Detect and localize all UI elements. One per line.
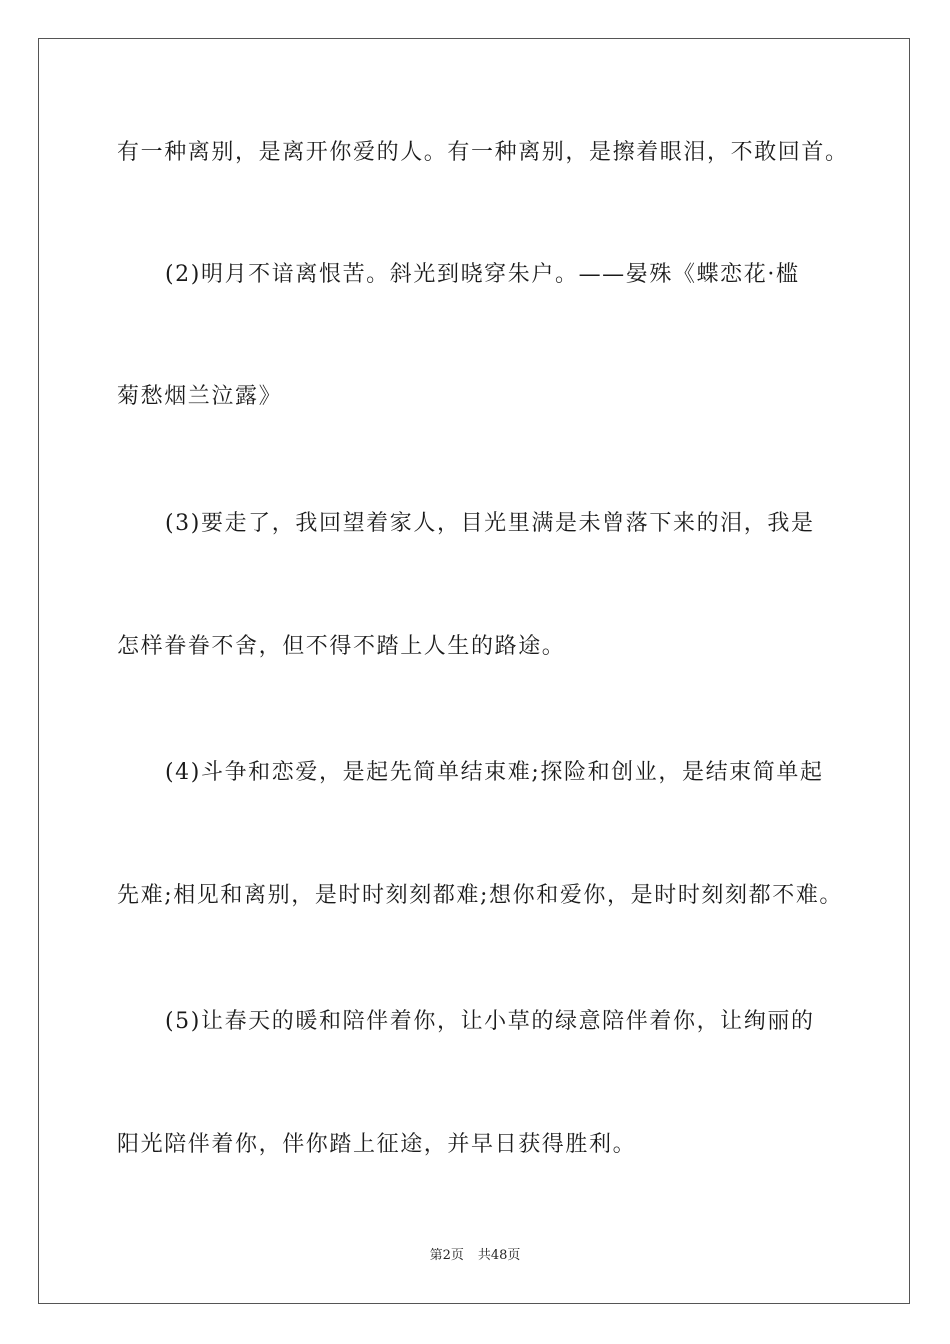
paragraph-line: (3)要走了，我回望着家人，目光里满是未曾落下来的泪，我是 [165, 511, 815, 536]
page-footer [0, 1247, 950, 1265]
paragraph-line: 怎样眷眷不舍，但不得不踏上人生的路途。 [117, 634, 566, 659]
paragraph-line: 菊愁烟兰泣露》 [117, 384, 283, 409]
paragraph-line: 有一种离别，是离开你爱的人。有一种离别，是擦着眼泪，不敢回首。 [117, 140, 849, 165]
paragraph-line: 阳光陪伴着你，伴你踏上征途，并早日获得胜利。 [117, 1132, 637, 1157]
page-number: 第2页 [429, 1248, 464, 1263]
paragraph-line: (4)斗争和恋爱，是起先简单结束难;探险和创业，是结束简单起 [165, 760, 824, 785]
page-border [38, 38, 910, 1304]
paragraph-line: (2)明月不谙离恨苦。斜光到晓穿朱户。——晏殊《蝶恋花·槛 [165, 262, 800, 287]
paragraph-line: (5)让春天的暖和陪伴着你，让小草的绿意陪伴着你，让绚丽的 [165, 1009, 815, 1034]
total-pages: 共48页 [477, 1248, 521, 1263]
paragraph-line: 先难;相见和离别，是时时刻刻都难;想你和爱你，是时时刻刻都不难。 [117, 883, 844, 908]
